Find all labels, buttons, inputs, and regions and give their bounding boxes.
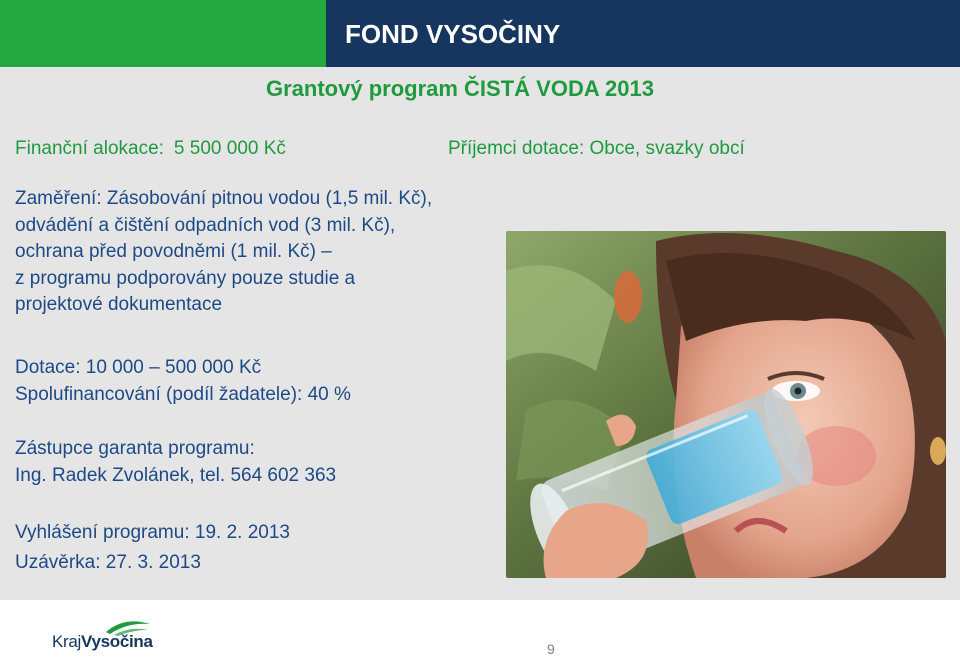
recipients: Příjemci dotace: Obce, svazky obcí xyxy=(448,138,745,159)
header-green-bar xyxy=(0,0,326,67)
dates-text xyxy=(15,518,290,578)
focus-text xyxy=(15,186,432,319)
allocation-value: 5 500 000 Kč xyxy=(173,138,286,159)
logo-wordmark xyxy=(52,632,153,652)
page-number: 9 xyxy=(547,641,555,657)
focus-line: projektové dokumentace xyxy=(15,294,223,315)
allocation xyxy=(15,137,286,161)
header-title: FOND VYSOČINY xyxy=(345,19,561,49)
announcement-date: Vyhlášení programu: 19. 2. 2013 xyxy=(15,522,290,543)
logo-word-kraj: Kraj xyxy=(52,632,82,651)
focus-line: odvádění a čištění odpadních vod (3 mil. Kč), xyxy=(15,214,396,236)
logo-word-vysocina: Vysočina xyxy=(81,632,153,651)
contact-role: Zástupce garanta programu: xyxy=(15,438,255,459)
focus-line: ochrana před povodněmi (1 mil. Kč) – xyxy=(15,241,332,262)
grant-text xyxy=(15,355,351,408)
child-drinking-water-photo xyxy=(506,231,946,578)
deadline-date: Uzávěrka: 27. 3. 2013 xyxy=(15,552,201,573)
contact-text xyxy=(15,436,336,489)
focus-line: z programu podporovány pouze studie a xyxy=(15,267,356,289)
contact-person: Ing. Radek Zvolánek, tel. 564 602 363 xyxy=(15,464,337,486)
allocation-label: Finanční alokace: xyxy=(15,138,164,159)
kraj-vysocina-logo xyxy=(52,618,156,657)
program-title: Grantový program ČISTÁ VODA 2013 xyxy=(266,76,654,101)
co-financing: Spolufinancování (podíl žadatele): 40 % xyxy=(15,383,351,405)
grant-amount: Dotace: 10 000 – 500 000 Kč xyxy=(15,357,262,378)
focus-line: Zaměření: Zásobování pitnou vodou (1,5 mil. Kč), xyxy=(15,188,433,209)
